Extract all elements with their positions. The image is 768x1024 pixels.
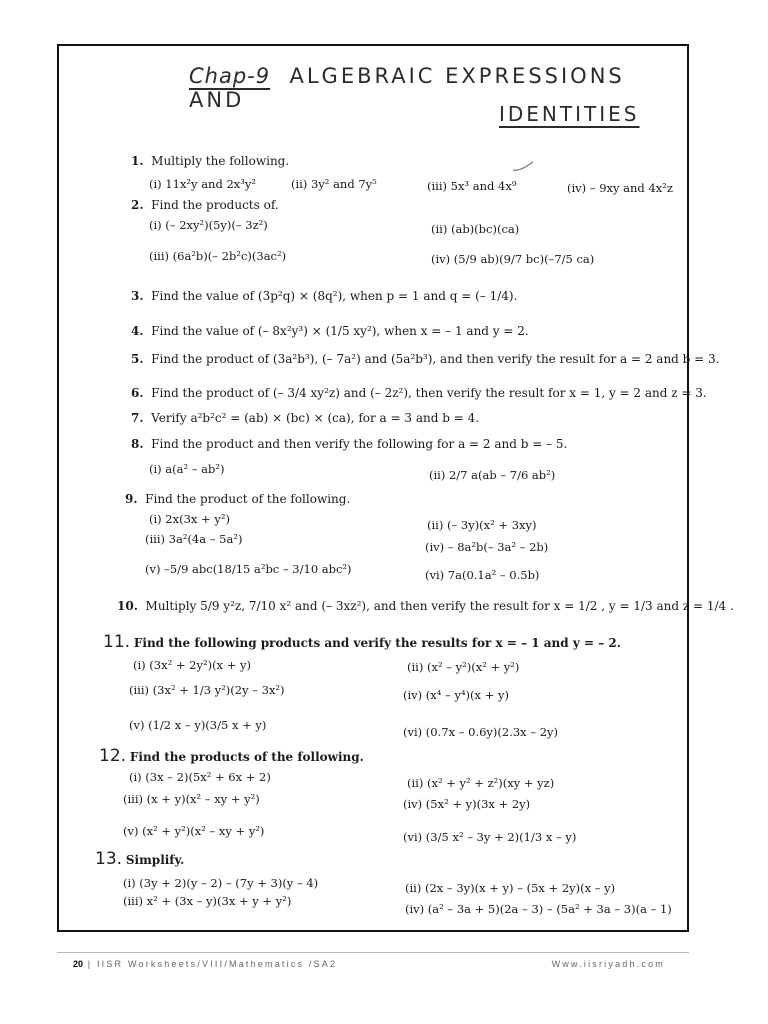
list-item: (i) a(a² – ab²) — [149, 462, 225, 476]
question-13 — [95, 849, 185, 869]
question-number: 10. — [117, 599, 138, 613]
question-4 — [131, 324, 529, 338]
question-number: 11. — [103, 632, 131, 652]
list-item: (ii) 2/7 a(ab – 7/6 ab²) — [429, 468, 556, 482]
page-footer — [57, 952, 689, 973]
list-item: (vi) (3/5 x² – 3y + 2)(1/3 x – y) — [403, 830, 577, 844]
list-item: (i) (– 2xy²)(5y)(– 3z²) — [149, 218, 268, 232]
list-item: (i) (3y + 2)(y – 2) – (7y + 3)(y – 4) — [123, 876, 319, 890]
question-number: 4. — [131, 324, 144, 338]
list-item: (iii) x² + (3x – y)(3x + y + y²) — [123, 894, 292, 908]
question-5 — [131, 352, 719, 366]
list-item: (iv) – 8a²b(– 3a² – 2b) — [425, 540, 549, 554]
list-item: (i) (3x² + 2y²)(x + y) — [133, 658, 251, 672]
question-text: Find the product of (– 3/4 xy²z) and (– 2z²), then verify the result for x = 1, y = 2 and z = 3. — [151, 386, 707, 400]
list-item: (ii) (ab)(bc)(ca) — [431, 222, 520, 236]
list-item: (iv) (x⁴ – y⁴)(x + y) — [403, 688, 509, 702]
list-item: (iii) 3a²(4a – 5a²) — [145, 532, 243, 546]
question-number: 13. — [95, 849, 123, 869]
question-7 — [131, 411, 479, 425]
list-item: (iii) (x + y)(x² – xy + y²) — [123, 792, 260, 806]
question-text: Find the value of (– 8x²y³) × (1/5 xy²), when x = – 1 and y = 2. — [151, 324, 529, 338]
chapter-title-line1: ALGEBRAIC EXPRESSIONS AND — [189, 64, 625, 112]
question-8 — [131, 437, 567, 451]
question-number: 2. — [131, 198, 144, 212]
question-text: Find the products of the following. — [129, 750, 364, 764]
question-text: Find the product of (3a²b³), (– 7a²) and (5a²b³), and then verify the result for a = 2 and b = 3. — [151, 352, 720, 366]
list-item: (i) (3x – 2)(5x² + 6x + 2) — [129, 770, 271, 784]
footer-worksheet-label: | IISR Worksheets/VIII/Mathematics /SA2 — [87, 959, 338, 969]
question-number: 9. — [125, 492, 138, 506]
list-item: (iv) (5x² + y)(3x + 2y) — [403, 797, 531, 811]
question-text: Multiply the following. — [151, 154, 290, 168]
list-item: (v) –5/9 abc(18/15 a²bc – 3/10 abc²) — [145, 562, 352, 576]
list-item: (ii) (– 3y)(x² + 3xy) — [427, 518, 537, 532]
chapter-number: Chap-9 — [189, 64, 271, 88]
question-number: 6. — [131, 386, 144, 400]
question-text: Multiply 5/9 y²z, 7/10 x² and (– 3xz²), and then verify the result for x = 1/2 , y = 1/3 and z = 1/4 . — [145, 599, 734, 613]
question-3 — [131, 289, 517, 303]
question-1 — [131, 154, 289, 168]
list-item: (ii) 3y² and 7y⁵ — [291, 177, 377, 191]
question-text: Find the products of. — [151, 198, 279, 212]
list-item: (iv) (5/9 ab)(9/7 bc)(–7/5 ca) — [431, 252, 595, 266]
chapter-title-line2: IDENTITIES — [499, 102, 640, 126]
question-12 — [99, 746, 364, 766]
list-item: (v) (1/2 x – y)(3/5 x + y) — [129, 718, 267, 732]
question-text: Simplify. — [125, 853, 185, 867]
list-item: (v) (x² + y²)(x² – xy + y²) — [123, 824, 265, 838]
question-number: 12. — [99, 746, 127, 766]
footer-website: Www.iisriyadh.com — [551, 959, 665, 969]
list-item: (vi) 7a(0.1a² – 0.5b) — [425, 568, 540, 582]
list-item: (i) 2x(3x + y²) — [149, 512, 230, 526]
tick-mark-icon — [511, 160, 535, 174]
question-text: Find the value of (3p²q) × (8q²), when p = 1 and q = (– 1/4). — [151, 289, 518, 303]
question-11 — [103, 632, 621, 652]
list-item: (iv) (a² – 3a + 5)(2a – 3) – (5a² + 3a – 3)(a – 1) — [405, 902, 672, 916]
worksheet-page — [57, 44, 734, 932]
list-item: (i) 11x²y and 2x³y² — [149, 177, 256, 191]
question-text: Find the following products and verify the results for x = – 1 and y = – 2. — [133, 636, 621, 650]
question-number: 5. — [131, 352, 144, 366]
question-6 — [131, 386, 707, 400]
question-text: Find the product and then verify the following for a = 2 and b = – 5. — [151, 437, 568, 451]
question-number: 3. — [131, 289, 144, 303]
list-item: (iii) (3x² + 1/3 y²)(2y – 3x²) — [129, 683, 285, 697]
question-2 — [131, 198, 279, 212]
question-number: 8. — [131, 437, 144, 451]
question-number: 7. — [131, 411, 144, 425]
question-9 — [125, 492, 350, 506]
footer-left — [73, 959, 337, 969]
question-number: 1. — [131, 154, 144, 168]
list-item: (ii) (x² + y² + z²)(xy + yz) — [407, 776, 555, 790]
list-item: (iii) (6a²b)(– 2b²c)(3ac²) — [149, 249, 287, 263]
list-item: (vi) (0.7x – 0.6y)(2.3x – 2y) — [403, 725, 559, 739]
page-number: 20 — [73, 959, 84, 969]
list-item: (iv) – 9xy and 4x²z — [567, 181, 673, 195]
question-text: Verify a²b²c² = (ab) × (bc) × (ca), for a = 3 and b = 4. — [151, 411, 480, 425]
question-text: Find the product of the following. — [145, 492, 351, 506]
list-item: (ii) (2x – 3y)(x + y) – (5x + 2y)(x – y) — [405, 881, 616, 895]
list-item: (ii) (x² – y²)(x² + y²) — [407, 660, 520, 674]
list-item: (iii) 5x³ and 4x⁹ — [427, 179, 517, 193]
question-10 — [117, 599, 734, 613]
